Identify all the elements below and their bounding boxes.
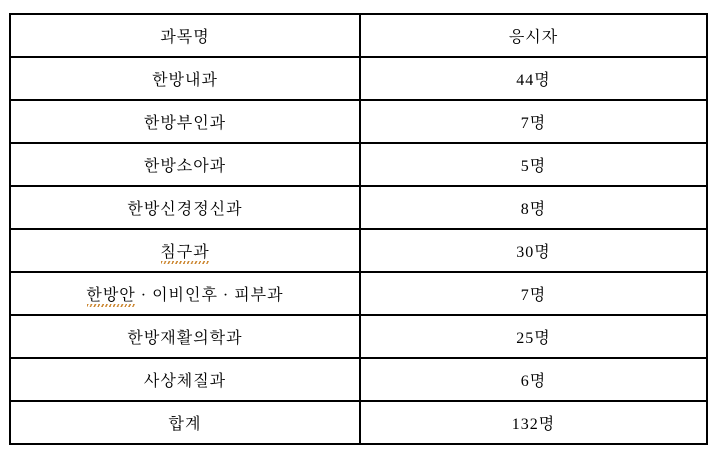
subject-cell: 한방안 · 이비인후 · 피부과: [10, 272, 360, 315]
subject-cell: 한방재활의학과: [10, 315, 360, 358]
subjects-table: [9, 13, 708, 445]
count-cell: 44명: [360, 57, 707, 100]
subject-cell: 합계: [10, 401, 360, 444]
count-cell: 25명: [360, 315, 707, 358]
table-row: [10, 229, 707, 272]
subject-cell: 한방소아과: [10, 143, 360, 186]
table-row: [10, 100, 707, 143]
count-cell: 6명: [360, 358, 707, 401]
subject-cell: 한방신경정신과: [10, 186, 360, 229]
misspelled-word: 한방안: [86, 282, 135, 305]
column-header-subject: 과목명: [10, 14, 360, 57]
table-row: [10, 186, 707, 229]
count-cell: 7명: [360, 100, 707, 143]
table-row: [10, 272, 707, 315]
subject-cell: 한방부인과: [10, 100, 360, 143]
table-body: [10, 57, 707, 444]
subject-cell: 한방내과: [10, 57, 360, 100]
count-cell: 5명: [360, 143, 707, 186]
count-cell: 30명: [360, 229, 707, 272]
count-cell: 8명: [360, 186, 707, 229]
table-row: [10, 358, 707, 401]
subject-cell: 사상체질과: [10, 358, 360, 401]
table-row: [10, 57, 707, 100]
table-row: [10, 143, 707, 186]
column-header-applicants: 응시자: [360, 14, 707, 57]
misspelled-word: 침구과: [160, 239, 209, 262]
subject-cell: [10, 229, 360, 272]
count-cell: 7명: [360, 272, 707, 315]
count-cell: 132명: [360, 401, 707, 444]
table-row: [10, 315, 707, 358]
header-row: [10, 14, 707, 57]
table-row: [10, 401, 707, 444]
